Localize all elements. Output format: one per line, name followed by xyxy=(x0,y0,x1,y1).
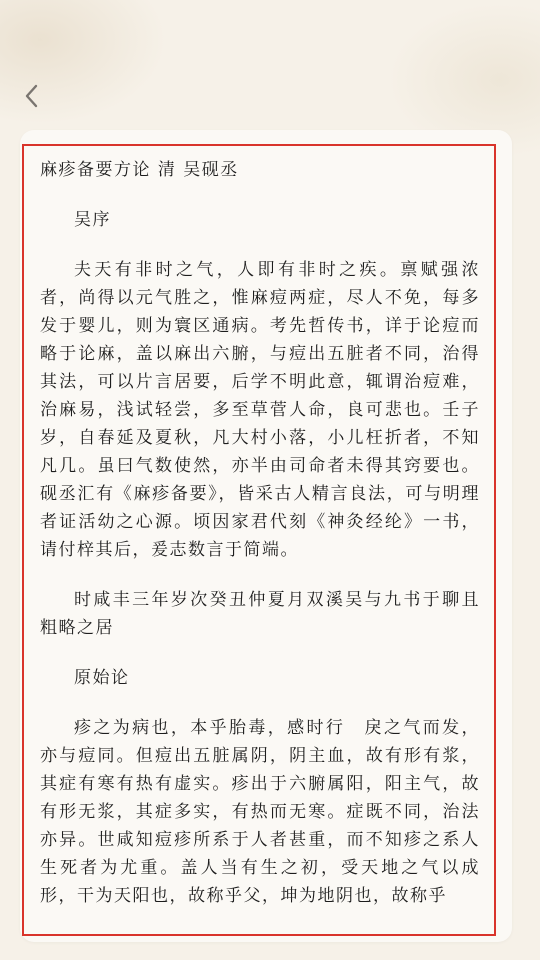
section-heading: 原始论 xyxy=(74,668,130,688)
preface-paragraph: 夫天有非时之气，人即有非时之疾。禀赋强浓者，尚得以元气胜之，惟麻痘两症，尽人不免，每多发于婴儿，则为寰区通病。考先哲传书，详于论痘而略于论麻，盖以麻出六腑，与痘出五脏者不同，治得其法，可以片言居要，后学不明此意，辄谓治痘难，治麻易，浅试轻尝，多至草菅人命，良可悲也。壬子岁，自春延及夏秋，凡大村小落，小儿枉折者，不知凡几。虽曰气数使然，亦半由司命者未得其窍要也。砚丞汇有《麻疹备要》，皆采古人精言良法，可与明理者证活幼之心源。顷因家君代刻《神灸经纶》一书，请付梓其后，爰志数言于简端。 xyxy=(40,260,480,560)
section-paragraph: 疹之为病也，本乎胎毒，感时行 戾之气而发，亦与痘同。但痘出五脏属阴，阴主血，故有形有浆，其症有寒有热有虚实。疹出于六腑属阳，阳主气，故有形无浆，其症多实，有热而无寒。症既不同，治法亦异。世咸知痘疹所系于人者甚重，而不知疹之系人生死者为尤重。盖人当有生之初，受天地之气以成形，干为天阳也，故称乎父，坤为地阴也，故称乎 xyxy=(40,718,480,906)
article-content xyxy=(40,156,480,932)
back-button[interactable] xyxy=(14,78,50,114)
preface-heading: 吴序 xyxy=(74,210,111,230)
article-frame xyxy=(22,144,496,936)
article-title: 麻疹备要方论 清 吴砚丞 xyxy=(40,160,239,180)
preface-signature: 时咸丰三年岁次癸丑仲夏月双溪吴与九书于聊且粗略之居 xyxy=(40,590,480,638)
chevron-left-icon xyxy=(23,83,41,109)
